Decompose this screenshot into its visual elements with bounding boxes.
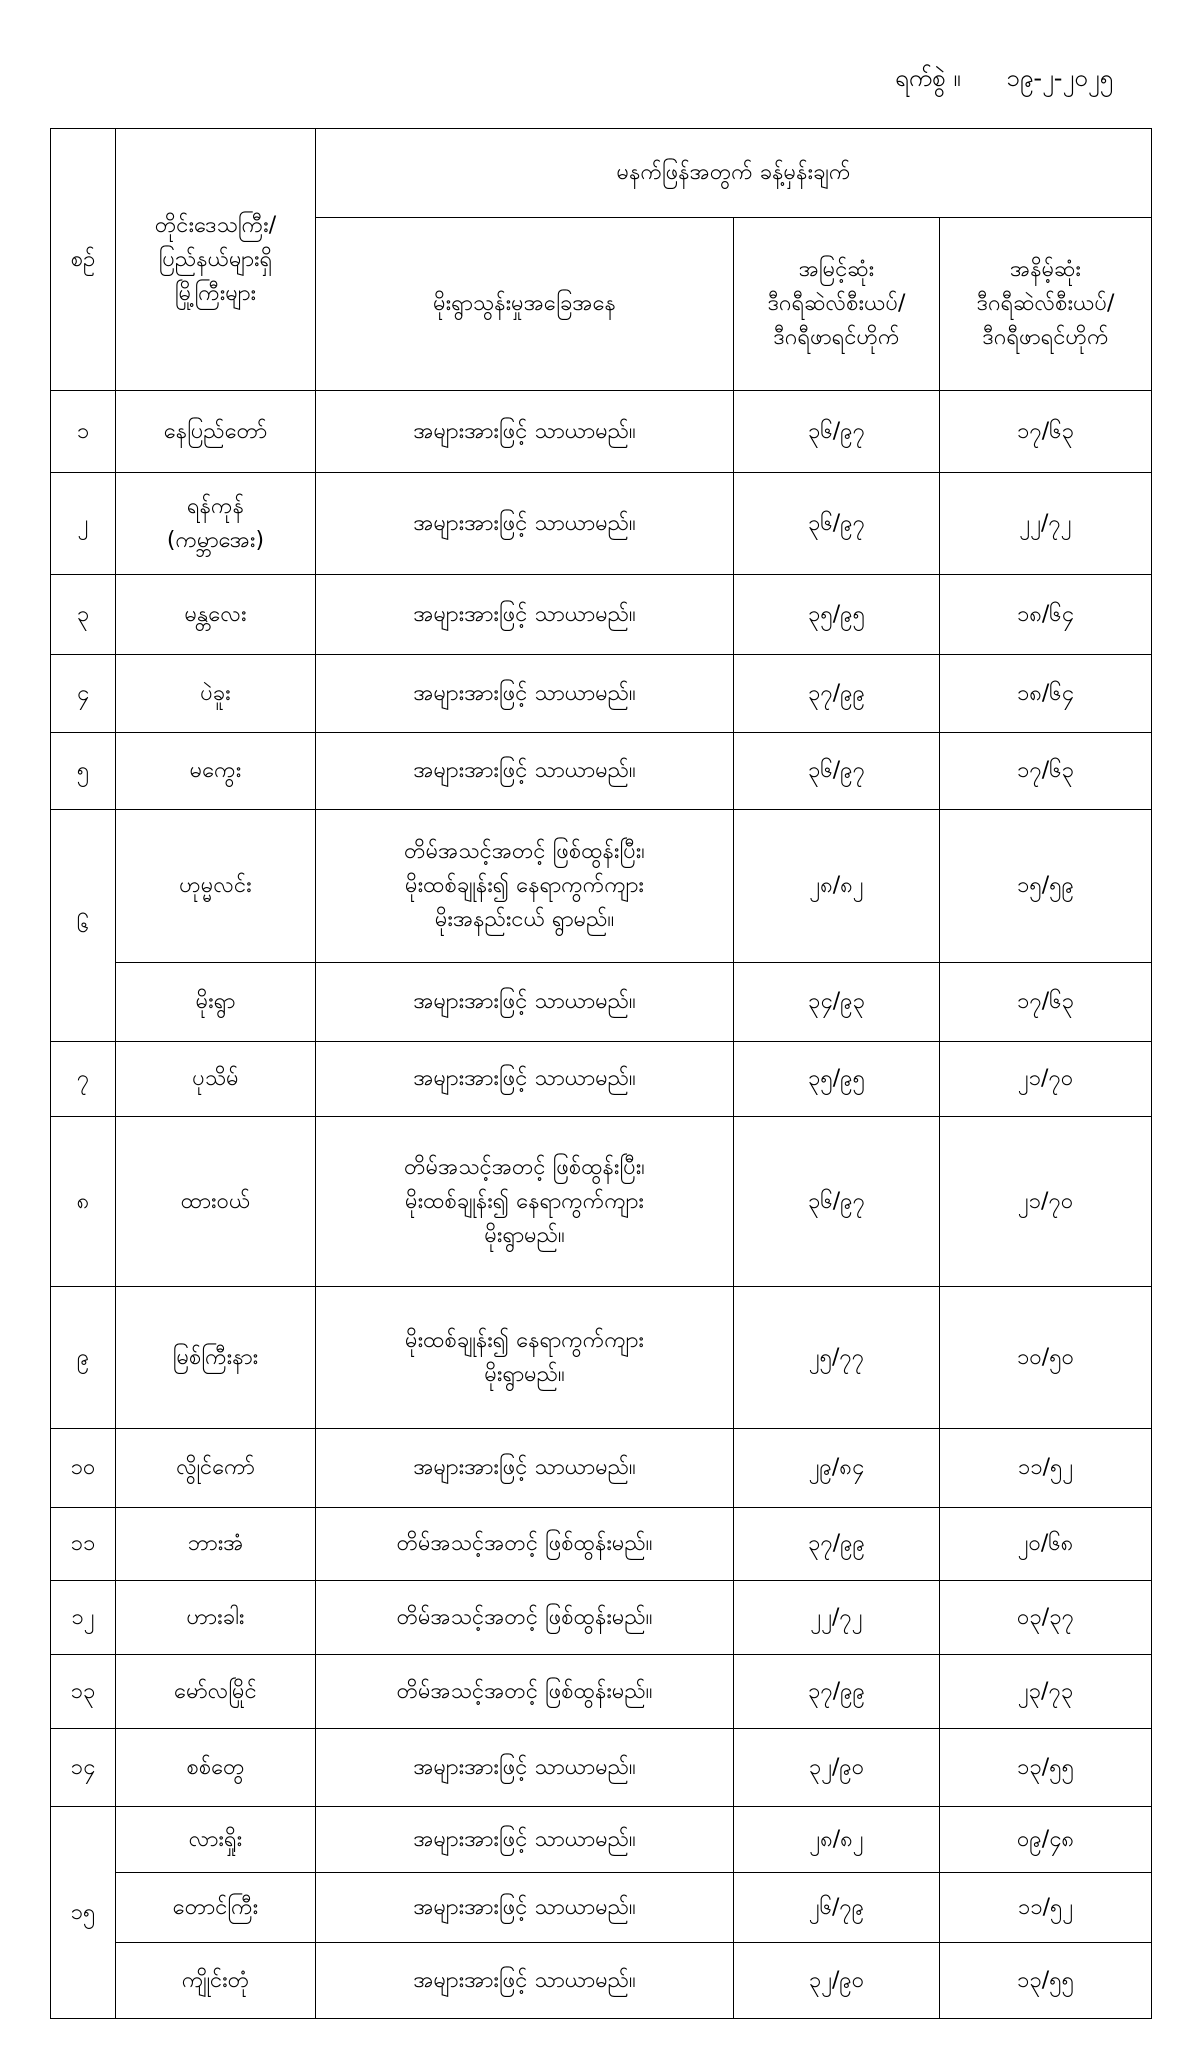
table-row (51, 473, 1152, 575)
row-max-temp: ၂၉/၈၄ (734, 1429, 940, 1508)
table-row (51, 1943, 1152, 2019)
row-condition: အများအားဖြင့် သာယာမည်။ (316, 1042, 734, 1117)
row-city: စစ်တွေ (116, 1729, 316, 1807)
table-row (51, 1807, 1152, 1873)
row-max-temp: ၃၆/၉၇ (734, 1117, 940, 1287)
row-min-temp: ၂၃/၇၃ (940, 1655, 1152, 1729)
header-forecast-group: မနက်ဖြန်အတွက် ခန့်မှန်းချက် (316, 129, 1152, 218)
row-city: လွိုင်ကော် (116, 1429, 316, 1508)
row-max-temp: ၃၆/၉၇ (734, 473, 940, 575)
row-condition: အများအားဖြင့် သာယာမည်။ (316, 391, 734, 473)
row-min-temp: ၁၃/၅၅ (940, 1729, 1152, 1807)
row-min-temp: ၁၁/၅၂ (940, 1429, 1152, 1508)
row-condition: အများအားဖြင့် သာယာမည်။ (316, 655, 734, 733)
row-max-temp: ၃၂/၉၀ (734, 1729, 940, 1807)
row-max-temp: ၂၈/၈၂ (734, 810, 940, 963)
table-row (51, 1508, 1152, 1581)
row-city: ဟုမ္မလင်း (116, 810, 316, 963)
row-min-temp: ၁၈/၆၄ (940, 575, 1152, 655)
row-max-temp: ၃၆/၉၇ (734, 733, 940, 810)
row-city: မန္တလေး (116, 575, 316, 655)
row-condition: အများအားဖြင့် သာယာမည်။ (316, 1873, 734, 1943)
table-row (51, 963, 1152, 1042)
row-min-temp: ၂၁/၇၀ (940, 1042, 1152, 1117)
date-line (895, 62, 1113, 98)
header-city: တိုင်းဒေသကြီး/ ပြည်နယ်များရှိ မြို့ကြီးများ (116, 129, 316, 391)
table-row (51, 1873, 1152, 1943)
row-min-temp: ၁၃/၅၅ (940, 1943, 1152, 2019)
row-max-temp: ၂၆/၇၉ (734, 1873, 940, 1943)
row-min-temp: ၂၂/၇၂ (940, 473, 1152, 575)
header-condition: မိုးရွာသွန်းမှုအခြေအနေ (316, 218, 734, 391)
table-row (51, 1581, 1152, 1655)
header-serial: စဉ် (51, 129, 116, 391)
row-max-temp: ၂၈/၈၂ (734, 1807, 940, 1873)
row-condition: တိမ်အသင့်အတင့် ဖြစ်ထွန်းပြီး၊ မိုးထစ်ချုန်း၍ နေရာကွက်ကျား မိုးအနည်းငယ် ရွာမည်။ (316, 810, 734, 963)
row-max-temp: ၂၅/၇၇ (734, 1287, 940, 1429)
row-condition: မိုးထစ်ချုန်း၍ နေရာကွက်ကျား မိုးရွာမည်။ (316, 1287, 734, 1429)
row-min-temp: ၀၉/၄၈ (940, 1807, 1152, 1873)
row-condition: အများအားဖြင့် သာယာမည်။ (316, 1943, 734, 2019)
row-condition: အများအားဖြင့် သာယာမည်။ (316, 473, 734, 575)
row-condition: တိမ်အသင့်အတင့် ဖြစ်ထွန်းမည်။ (316, 1581, 734, 1655)
row-serial: ၉ (51, 1287, 116, 1429)
row-city: ဟားခါး (116, 1581, 316, 1655)
table-row (51, 810, 1152, 963)
row-max-temp: ၃၇/၉၉ (734, 1508, 940, 1581)
row-city: လားရှိုး (116, 1807, 316, 1873)
row-city: မိုးရွာ (116, 963, 316, 1042)
row-serial: ၅ (51, 733, 116, 810)
row-condition: တိမ်အသင့်အတင့် ဖြစ်ထွန်းပြီး၊ မိုးထစ်ချုန်း၍ နေရာကွက်ကျား မိုးရွာမည်။ (316, 1117, 734, 1287)
row-min-temp: ၁၈/၆၄ (940, 655, 1152, 733)
table-row (51, 1287, 1152, 1429)
row-city: ကျိုင်းတုံ (116, 1943, 316, 2019)
row-min-temp: ၁၅/၅၉ (940, 810, 1152, 963)
row-serial: ၁ (51, 391, 116, 473)
row-serial: ၁၄ (51, 1729, 116, 1807)
table-row (51, 655, 1152, 733)
row-min-temp: ၂၀/၆၈ (940, 1508, 1152, 1581)
row-serial: ၁၁ (51, 1508, 116, 1581)
row-max-temp: ၃၅/၉၅ (734, 575, 940, 655)
row-serial: ၇ (51, 1042, 116, 1117)
row-serial: ၈ (51, 1117, 116, 1287)
forecast-table (50, 128, 1152, 2019)
row-city: နေပြည်တော် (116, 391, 316, 473)
row-condition: အများအားဖြင့် သာယာမည်။ (316, 575, 734, 655)
row-city: မော်လမြိုင် (116, 1655, 316, 1729)
table-row (51, 733, 1152, 810)
row-city: ရန်ကုန် (ကမ္ဘာအေး) (116, 473, 316, 575)
table-row (51, 1117, 1152, 1287)
table-row (51, 575, 1152, 655)
row-serial: ၁၃ (51, 1655, 116, 1729)
header-max-temp: အမြင့်ဆုံး ဒီဂရီဆဲလ်စီးယပ်/ ဒီဂရီဖာရင်ဟိုက် (734, 218, 940, 391)
row-serial: ၁၅ (51, 1807, 116, 2019)
table-row (51, 1429, 1152, 1508)
row-min-temp: ၁၇/၆၃ (940, 391, 1152, 473)
header-min-temp: အနိမ့်ဆုံး ဒီဂရီဆဲလ်စီးယပ်/ ဒီဂရီဖာရင်ဟိုက် (940, 218, 1152, 391)
row-min-temp: ၁၁/၅၂ (940, 1873, 1152, 1943)
row-min-temp: ၂၁/၇၀ (940, 1117, 1152, 1287)
row-condition: တိမ်အသင့်အတင့် ဖြစ်ထွန်းမည်။ (316, 1655, 734, 1729)
table-row (51, 391, 1152, 473)
row-max-temp: ၃၂/၉၀ (734, 1943, 940, 2019)
row-max-temp: ၃၇/၉၉ (734, 1655, 940, 1729)
row-max-temp: ၃၄/၉၃ (734, 963, 940, 1042)
row-city: မြစ်ကြီးနား (116, 1287, 316, 1429)
row-condition: အများအားဖြင့် သာယာမည်။ (316, 733, 734, 810)
row-city: မကွေး (116, 733, 316, 810)
row-condition: အများအားဖြင့် သာယာမည်။ (316, 1807, 734, 1873)
row-serial: ၁၀ (51, 1429, 116, 1508)
row-max-temp: ၃၇/၉၉ (734, 655, 940, 733)
row-min-temp: ၀၃/၃၇ (940, 1581, 1152, 1655)
row-serial: ၄ (51, 655, 116, 733)
row-min-temp: ၁၇/၆၃ (940, 963, 1152, 1042)
date-value: ၁၉-၂-၂၀၂၅ (1006, 64, 1113, 92)
row-condition: အများအားဖြင့် သာယာမည်။ (316, 1429, 734, 1508)
row-condition: အများအားဖြင့် သာယာမည်။ (316, 1729, 734, 1807)
table-row (51, 1655, 1152, 1729)
row-city: ထားဝယ် (116, 1117, 316, 1287)
table-row (51, 1042, 1152, 1117)
row-serial: ၃ (51, 575, 116, 655)
row-max-temp: ၃၅/၉၅ (734, 1042, 940, 1117)
row-city: ပဲခူး (116, 655, 316, 733)
row-min-temp: ၁၇/၆၃ (940, 733, 1152, 810)
row-city: ဘားအံ (116, 1508, 316, 1581)
table-row (51, 1729, 1152, 1807)
date-label: ရက်စွဲ ။ (895, 64, 961, 92)
row-serial: ၁၂ (51, 1581, 116, 1655)
row-serial: ၂ (51, 473, 116, 575)
row-condition: တိမ်အသင့်အတင့် ဖြစ်ထွန်းမည်။ (316, 1508, 734, 1581)
row-max-temp: ၂၂/၇၂ (734, 1581, 940, 1655)
row-city: တောင်ကြီး (116, 1873, 316, 1943)
row-min-temp: ၁၀/၅၀ (940, 1287, 1152, 1429)
row-city: ပုသိမ် (116, 1042, 316, 1117)
row-condition: အများအားဖြင့် သာယာမည်။ (316, 963, 734, 1042)
row-serial: ၆ (51, 810, 116, 1042)
row-max-temp: ၃၆/၉၇ (734, 391, 940, 473)
